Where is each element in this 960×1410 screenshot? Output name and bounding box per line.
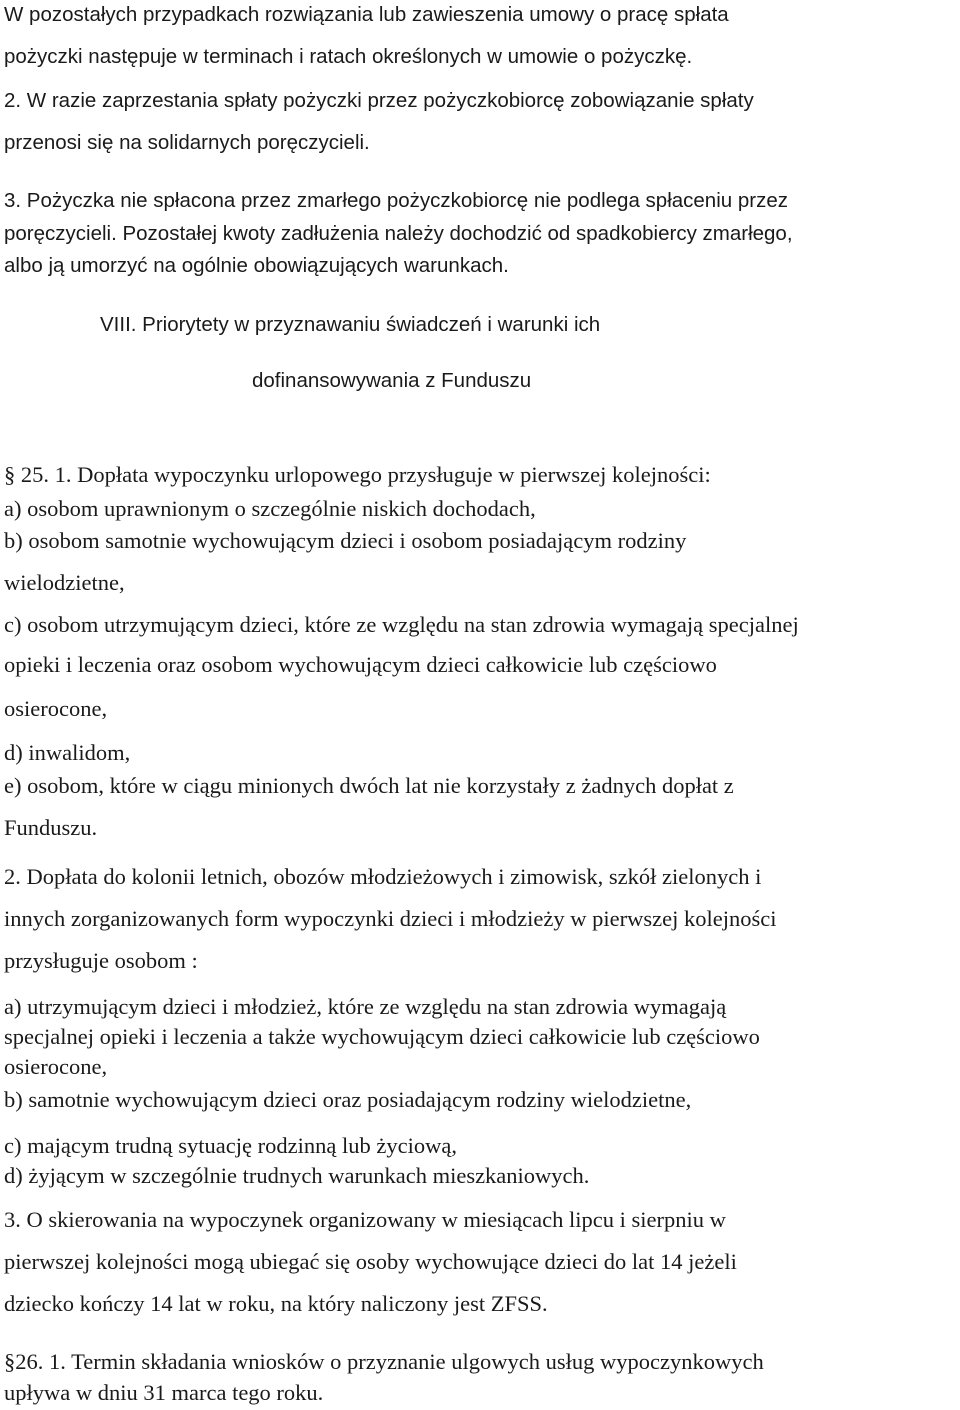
list-item: c) osobom utrzymującym dzieci, które ze względu na stan zdrowia wymagają specjalnej xyxy=(4,612,799,637)
text-line: przenosi się na solidarnych poręczycieli. xyxy=(4,131,370,154)
paragraph-26-1-continued: upływa w dniu 31 marca tego roku. xyxy=(4,1380,324,1405)
text-line: poręczycieli. Pozostałej kwoty zadłużenia należy dochodzić od spadkobiercy zmarłego, xyxy=(4,222,793,245)
list-item: b) osobom samotnie wychowującym dzieci i osobom posiadającym rodziny xyxy=(4,528,687,553)
paragraph-26-1: §26. 1. Termin składania wniosków o przyznanie ulgowych usług wypoczynkowych xyxy=(4,1349,764,1374)
paragraph-25-3-continued: dziecko kończy 14 lat w roku, na który naliczony jest ZFSS. xyxy=(4,1291,548,1316)
section-title-continued: dofinansowywania z Funduszu xyxy=(252,369,532,392)
text-line: pożyczki następuje w terminach i ratach określonych w umowie o pożyczkę. xyxy=(4,45,693,68)
paragraph-25-2-continued: innych zorganizowanych form wypoczynki dzieci i młodzieży w pierwszej kolejności xyxy=(4,906,777,931)
list-item: d) inwalidom, xyxy=(4,740,131,765)
paragraph-25-1: § 25. 1. Dopłata wypoczynku urlopowego przysługuje w pierwszej kolejności: xyxy=(4,462,711,487)
list-item-continued: osierocone, xyxy=(4,1054,108,1079)
list-item-continued: specjalnej opieki i leczenia a także wychowującym dzieci całkowicie lub częściowo xyxy=(4,1024,760,1049)
text-line: W pozostałych przypadkach rozwiązania lub zawieszenia umowy o pracę spłata xyxy=(4,3,729,26)
paragraph-25-2: 2. Dopłata do kolonii letnich, obozów młodzieżowych i zimowisk, szkół zielonych i xyxy=(4,864,762,889)
paragraph-25-3-continued: pierwszej kolejności mogą ubiegać się osoby wychowujące dzieci do lat 14 jeżeli xyxy=(4,1249,737,1274)
text-line: 3. Pożyczka nie spłacona przez zmarłego pożyczkobiorcę nie podlega spłaceniu przez xyxy=(4,189,788,212)
list-item: a) osobom uprawnionym o szczególnie niskich dochodach, xyxy=(4,496,536,521)
list-item-continued: osierocone, xyxy=(4,696,108,721)
list-item: b) samotnie wychowującym dzieci oraz posiadającym rodziny wielodzietne, xyxy=(4,1087,692,1112)
list-item: c) mającym trudną sytuację rodzinną lub życiową, xyxy=(4,1133,457,1158)
paragraph-25-2-continued: przysługuje osobom : xyxy=(4,948,198,973)
list-item-continued: Funduszu. xyxy=(4,815,98,840)
list-item-continued: wielodzietne, xyxy=(4,570,125,595)
list-item-continued: opieki i leczenia oraz osobom wychowującym dzieci całkowicie lub częściowo xyxy=(4,652,717,677)
text-line: albo ją umorzyć na ogólnie obowiązujących warunkach. xyxy=(4,254,509,277)
paragraph-25-3: 3. O skierowania na wypoczynek organizowany w miesiącach lipcu i sierpniu w xyxy=(4,1207,726,1232)
list-item: a) utrzymującym dzieci i młodzież, które ze względu na stan zdrowia wymagają xyxy=(4,994,727,1019)
text-line: 2. W razie zaprzestania spłaty pożyczki przez pożyczkobiorcę zobowiązanie spłaty xyxy=(4,89,754,112)
section-title: VIII. Priorytety w przyznawaniu świadczeń i warunki ich xyxy=(100,313,601,336)
list-item: d) żyjącym w szczególnie trudnych warunkach mieszkaniowych. xyxy=(4,1163,590,1188)
list-item: e) osobom, które w ciągu minionych dwóch lat nie korzystały z żadnych dopłat z xyxy=(4,773,734,798)
